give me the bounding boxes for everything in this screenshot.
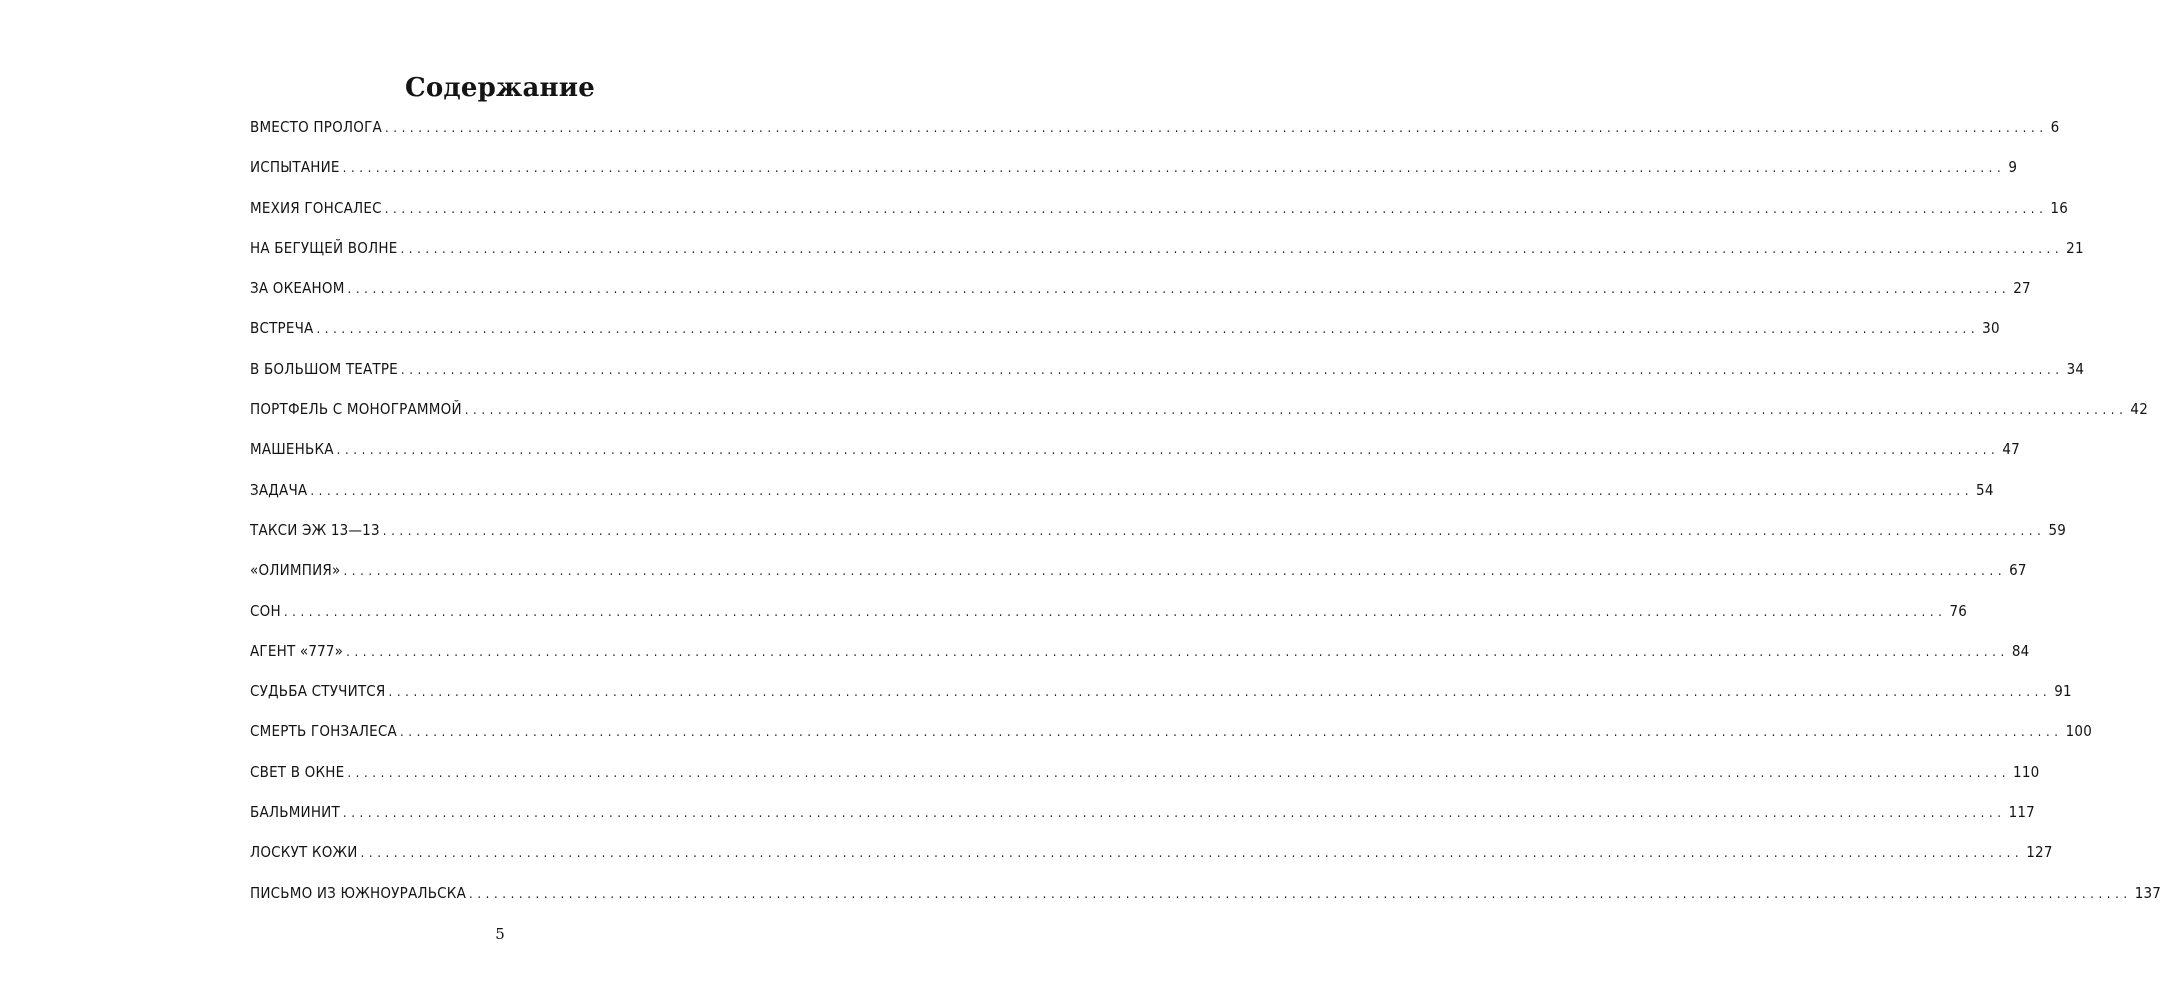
toc-dot-leader: ........................................................................................................................................................................................................ <box>347 282 2011 298</box>
toc-entry-title: МАШЕНЬКА <box>250 440 334 459</box>
toc-entry-title: ПИСЬМО ИЗ ЮЖНОУРАЛЬСКА <box>250 883 467 902</box>
page-title: Содержание <box>404 73 596 103</box>
toc-entry <box>250 475 1994 515</box>
table-of-contents <box>250 112 2161 918</box>
toc-entry-title: АГЕНТ «777» <box>250 641 344 660</box>
toc-entry-title: ЗАДАЧА <box>250 480 308 499</box>
page-number: 5 <box>495 925 505 943</box>
toc-dot-leader: ........................................................................................................................................................................................................ <box>400 362 2064 378</box>
toc-entry-page-number: 100 <box>2065 722 2092 741</box>
toc-entry-title: ЛОСКУТ КОЖИ <box>250 843 358 862</box>
toc-entry-page-number: 9 <box>2008 158 2018 177</box>
toc-entry-title: ТАКСИ ЭЖ 13—13 <box>250 520 380 539</box>
toc-entry <box>250 354 2085 394</box>
toc-entry-title: «ОЛИМПИЯ» <box>250 561 341 580</box>
toc-dot-leader: ........................................................................................................................................................................................................ <box>384 201 2048 217</box>
toc-entry-page-number: 84 <box>2011 641 2030 660</box>
toc-entry <box>250 233 2084 273</box>
toc-entry-title: МЕХИЯ ГОНСАЛЕС <box>250 198 382 217</box>
toc-dot-leader: ........................................................................................................................................................................................................ <box>336 443 2000 459</box>
toc-entry <box>250 757 2040 797</box>
toc-dot-leader: ........................................................................................................................................................................................................ <box>346 644 2009 660</box>
toc-dot-leader: ........................................................................................................................................................................................................ <box>283 604 1947 620</box>
toc-entry-page-number: 34 <box>2066 359 2085 378</box>
toc-entry-page-number: 54 <box>1976 480 1994 499</box>
toc-entry-page-number: 30 <box>1982 319 2000 338</box>
toc-dot-leader: ........................................................................................................................................................................................................ <box>342 806 2006 822</box>
toc-dot-leader: ........................................................................................................................................................................................................ <box>388 685 2052 701</box>
toc-entry <box>250 193 2068 233</box>
toc-entry-page-number: 27 <box>2013 279 2031 298</box>
toc-entry-page-number: 67 <box>2009 561 2027 580</box>
toc-dot-leader: ........................................................................................................................................................................................................ <box>399 725 2063 741</box>
toc-entry-page-number: 127 <box>2026 843 2053 862</box>
toc-dot-leader: ........................................................................................................................................................................................................ <box>316 322 1980 338</box>
toc-entry-page-number: 110 <box>2013 762 2040 781</box>
toc-entry-title: СВЕТ В ОКНЕ <box>250 762 345 781</box>
toc-entry <box>250 596 1968 636</box>
toc-entry-page-number: 42 <box>2130 400 2148 419</box>
toc-entry <box>250 878 2161 918</box>
toc-entry-title: В БОЛЬШОМ ТЕАТРЕ <box>250 359 398 378</box>
toc-dot-leader: ........................................................................................................................................................................................................ <box>310 483 1974 499</box>
toc-entry-page-number: 91 <box>2054 682 2072 701</box>
toc-entry <box>250 112 2060 152</box>
toc-dot-leader: ........................................................................................................................................................................................................ <box>342 161 2006 177</box>
toc-entry-title: ВМЕСТО ПРОЛОГА <box>250 118 382 136</box>
toc-entry <box>250 152 2018 192</box>
toc-entry-title: ПОРТФЕЛЬ С МОНОГРАММОЙ <box>250 400 462 419</box>
toc-entry-title: ЗА ОКЕАНОМ <box>250 279 345 298</box>
toc-entry-title: СОН <box>250 601 281 620</box>
toc-entry-page-number: 47 <box>2002 440 2020 459</box>
toc-entry-page-number: 137 <box>2134 883 2161 902</box>
toc-entry <box>250 837 2053 877</box>
toc-dot-leader: ........................................................................................................................................................................................................ <box>347 765 2011 781</box>
toc-dot-leader: ........................................................................................................................................................................................................ <box>469 886 2132 902</box>
toc-entry <box>250 676 2072 716</box>
toc-dot-leader: ........................................................................................................................................................................................................ <box>400 241 2064 257</box>
toc-entry-page-number: 59 <box>2048 520 2067 539</box>
toc-entry-title: СМЕРТЬ ГОНЗАЛЕСА <box>250 722 397 741</box>
toc-entry <box>250 515 2067 555</box>
toc-entry <box>250 716 2092 756</box>
toc-entry <box>250 797 2035 837</box>
toc-dot-leader: ........................................................................................................................................................................................................ <box>360 846 2024 862</box>
toc-dot-leader: ........................................................................................................................................................................................................ <box>343 564 2007 580</box>
toc-entry-page-number: 6 <box>2050 118 2060 136</box>
toc-entry <box>250 555 2027 595</box>
toc-dot-leader: ........................................................................................................................................................................................................ <box>382 523 2046 539</box>
toc-dot-leader: ........................................................................................................................................................................................................ <box>464 403 2128 419</box>
toc-entry-title: НА БЕГУЩЕЙ ВОЛНЕ <box>250 238 398 257</box>
toc-entry-page-number: 76 <box>1949 601 1968 620</box>
toc-entry-title: ИСПЫТАНИЕ <box>250 158 340 177</box>
toc-entry-title: БАЛЬМИНИТ <box>250 803 340 822</box>
toc-entry-title: СУДЬБА СТУЧИТСЯ <box>250 682 386 701</box>
toc-entry <box>250 636 2030 676</box>
toc-entry <box>250 313 2000 353</box>
toc-entry-page-number: 21 <box>2066 238 2084 257</box>
toc-dot-leader: ........................................................................................................................................................................................................ <box>384 121 2048 136</box>
toc-entry-title: ВСТРЕЧА <box>250 319 314 338</box>
toc-entry-page-number: 16 <box>2050 198 2068 217</box>
toc-entry <box>250 273 2031 313</box>
toc-entry-page-number: 117 <box>2008 803 2035 822</box>
toc-entry <box>250 394 2148 434</box>
toc-entry <box>250 434 2020 474</box>
